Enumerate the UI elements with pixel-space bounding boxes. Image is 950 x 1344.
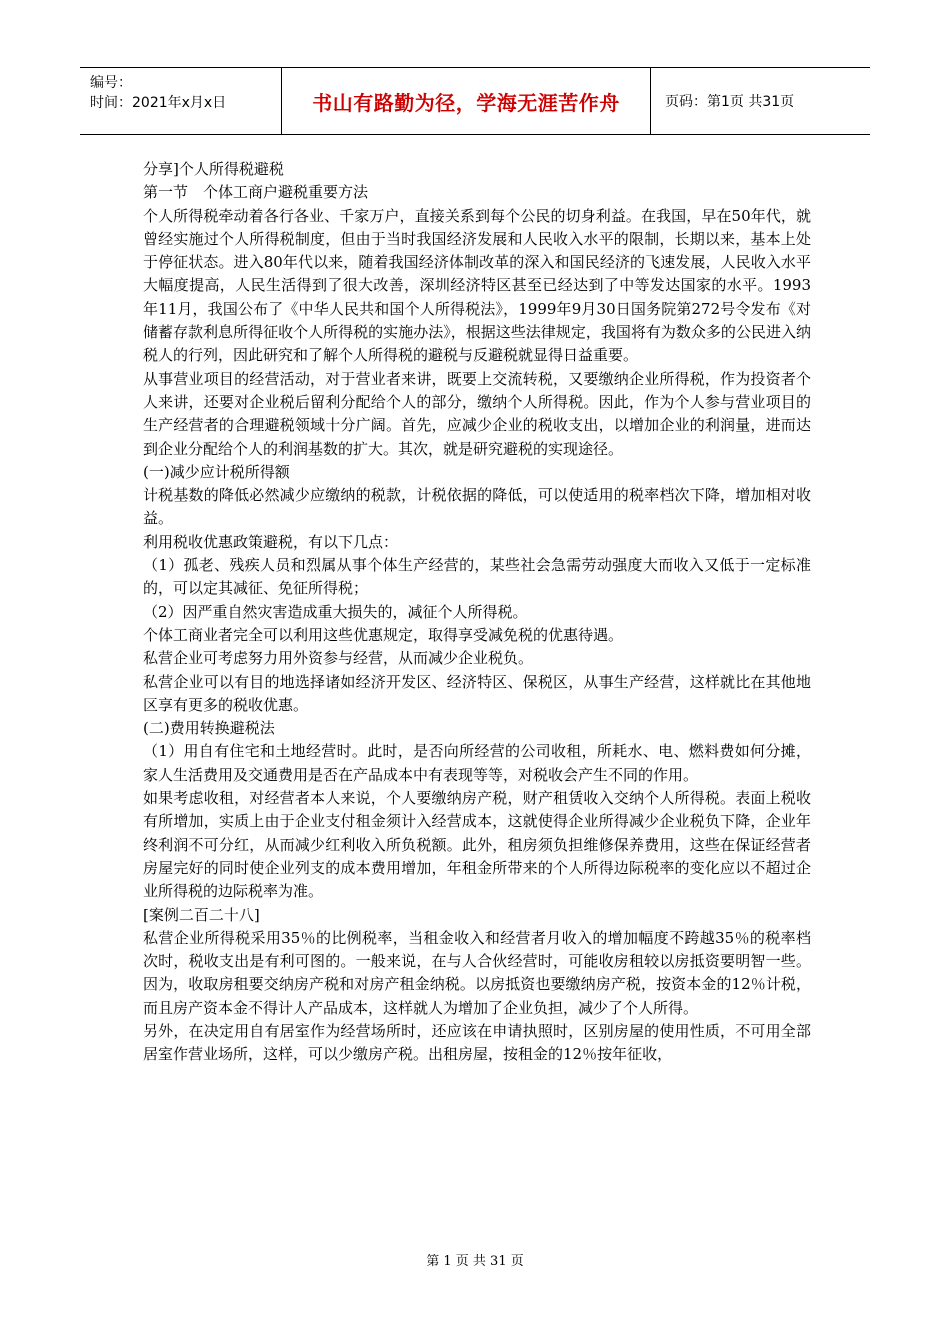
body-paragraph: 计税基数的降低必然减少应缴纳的税款，计税依据的降低，可以使适用的税率档次下降，增加相对收益。 [143,486,811,528]
case-heading: [案例二百二十八] [143,905,260,924]
doc-title: 分享]个人所得税避税 [143,160,284,178]
body-paragraph: 私营企业可考虑努力用外资参与经营，从而减少企业税负。 [143,649,534,668]
header-page-info: 页码：第1页 共31页 [665,94,795,110]
page-footer: 第 1 页 共 31 页 [426,1254,524,1269]
list-item: （2）因严重自然灾害造成重大损失的，减征个人所得税。 [143,602,528,621]
body-paragraph: 利用税收优惠政策避税，有以下几点： [143,532,399,551]
body-paragraph: 另外，在决定用自有居室作为经营场所时，还应该在申请执照时，区别房屋的使用性质，不可用全部居室作营业场所，这样，可以少缴房产税。出租房屋，按租金的12％按年征收， [143,1021,811,1064]
header-motto: 书山有路勤为径，学海无涯苦作舟 [282,68,651,134]
header-meta [80,68,282,134]
subsection-heading: (二)费用转换避税法 [143,719,275,738]
document-time-label: 时间：2021年x月x日 [90,95,227,111]
body-paragraph: 私营企业可以有目的地选择诸如经济开发区、经济特区、保税区，从事生产经营，这样就比在其他地区享有更多的税收优惠。 [143,672,811,714]
body-paragraph: 私营企业所得税采用35％的比例税率，当租金收入和经营者月收入的增加幅度不跨越35％的税率档次时，税收支出是有利可图的。一般来说，在与人合伙经营时，可能收房租较以房抵资要明智一些。因为，收取房租要交纳房产税和对房产租金纳税。以房抵资也要缴纳房产税，按资本金的12％计税，而且房产资本金不得计人产品成本，这样就人为增加了企业负担，减少了个人所得。 [143,928,811,1017]
subsection-heading: (一)减少应计税所得额 [143,462,290,481]
document-body [143,158,811,1067]
body-paragraph: 从事营业项目的经营活动，对于营业者来讲，既要上交流转税，又要缴纳企业所得税，作为投资者个人来讲，还要对企业税后留利分配给个人的部分，缴纳个人所得税。因此，作为个人参与营业项目的生产经营者的合理避税领域十分广阔。首先，应减少企业的税收支出，以增加企业的利润量，进而达到企业分配给个人的利润基数的扩大。其次，就是研究避税的实现途径。 [143,369,811,458]
section-heading: 第一节 个体工商户避税重要方法 [143,183,369,202]
document-number-label: 编号： [90,75,132,91]
page-header [80,67,870,135]
list-item: （1）孤老、残疾人员和烈属从事个体生产经营的，某些社会急需劳动强度大而收入又低于一定标准的，可以定其减征、免征所得税； [143,556,811,598]
list-item: （1）用自有住宅和土地经营时。此时，是否向所经营的公司收租，所耗水、电、燃料费如何分摊，家人生活费用及交通费用是否在产品成本中有表现等等，对税收会产生不同的作用。 [143,742,811,784]
body-paragraph: 如果考虑收租，对经营者本人来说，个人要缴纳房产税，财产租赁收入交纳个人所得税。表面上税收有所增加，实质上由于企业支付租金须计入经营成本，这就使得企业所得减少企业税负下降，企业年终利润不可分红，从而减少红利收入所负税额。此外，租房须负担维修保养费用，这些在保证经营者房屋完好的同时使企业列支的成本费用增加，年租金所带来的个人所得边际税率的变化应以不超过企业所得税的边际税率为准。 [143,789,811,901]
body-paragraph: 个人所得税牵动着各行各业、千家万户，直接关系到每个公民的切身利益。在我国，早在50年代，就曾经实施过个人所得税制度，但由于当时我国经济发展和人民收入水平的限制，长期以来，基本上处于停征状态。进入80年代以来，随着我国经济体制改革的深入和国民经济的飞速发展，人民收入水平大幅度提高，人民生活得到了很大改善，深圳经济特区甚至已经达到了中等发达国家的水平。1993年11月，我国公布了《中华人民共和国个人所得税法》，1999年9月30日国务院第272号令发布《对储蓄存款利息所得征收个人所得税的实施办法》，根据这些法律规定，我国将有为数众多的公民进入纳税人的行列，因此研究和了解个人所得税的避税与反避税就显得日益重要。 [143,206,811,365]
body-paragraph: 个体工商业者完全可以利用这些优惠规定，取得享受减免税的优惠待遇。 [143,625,624,644]
